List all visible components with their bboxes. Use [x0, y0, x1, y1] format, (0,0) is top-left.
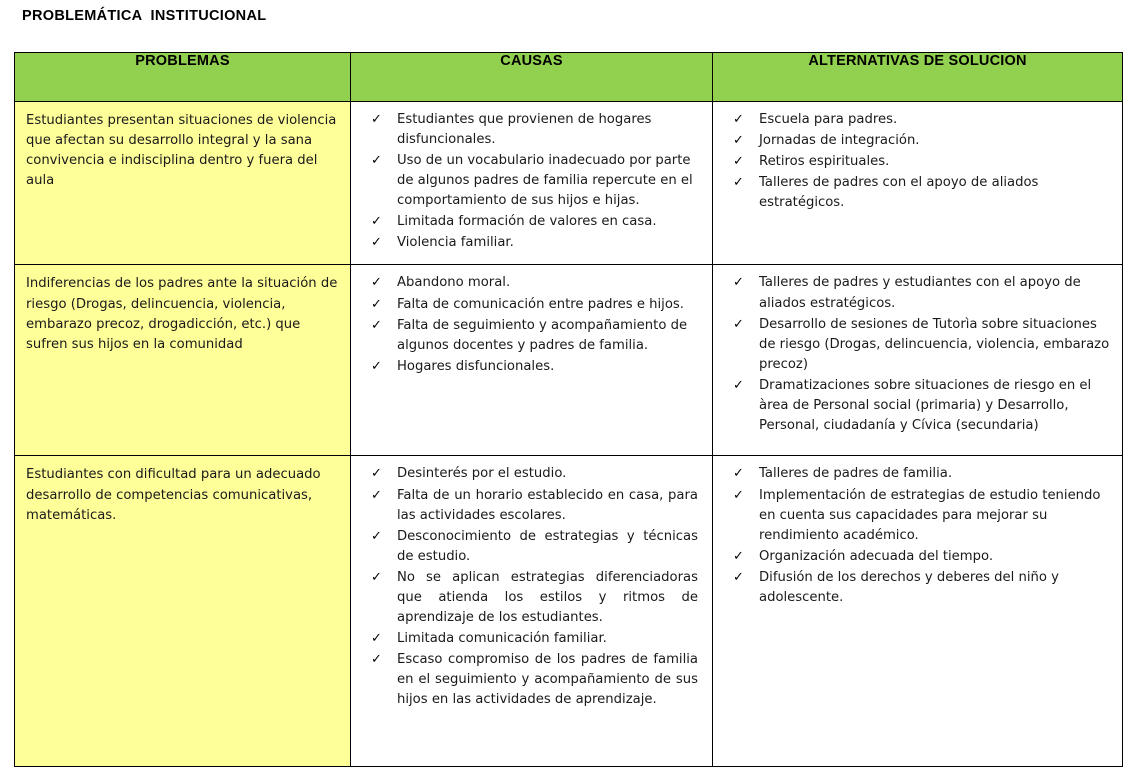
check-mark-icon: ✓	[371, 296, 382, 312]
problem-matrix-table	[14, 52, 1123, 767]
list-item-text: Talleres de padres con el apoyo de aliados estratégicos.	[759, 175, 1039, 211]
check-mark-icon: ✓	[371, 235, 382, 251]
list-item-text: Desconocimiento de estrategias y técnicas de estudio.	[397, 528, 698, 564]
problem-matrix-container	[14, 52, 1122, 767]
list-item	[359, 233, 704, 253]
problem-cell	[15, 456, 351, 767]
check-mark-icon: ✓	[371, 487, 382, 503]
list-item-text: Jornadas de integración.	[759, 133, 920, 149]
problem-cell	[15, 265, 351, 456]
problem-text: Estudiantes con dificultad para un adecuado desarrollo de competencias comunicativas, matemáticas.	[26, 467, 321, 523]
list-item-text: Hogares disfuncionales.	[397, 358, 555, 374]
list-item	[359, 110, 704, 150]
problem-text: Indiferencias de los padres ante la situación de riesgo (Drogas, delincuencia, violencia, embarazo precoz, drogadicción, etc.) que sufren sus hijos en la comunidad	[26, 276, 338, 352]
table-header	[15, 53, 1123, 102]
list-item	[721, 315, 1114, 375]
check-mark-icon: ✓	[371, 528, 382, 544]
check-mark-icon: ✓	[371, 569, 382, 585]
page-title: PROBLEMÁTICA INSTITUCIONAL	[22, 8, 267, 24]
check-mark-icon: ✓	[733, 112, 744, 127]
list-item-text: Falta de seguimiento y acompañamiento de algunos docentes y padres de familia.	[397, 317, 688, 353]
check-mark-icon: ✓	[371, 153, 382, 169]
list-item-text: Violencia familiar.	[397, 235, 514, 251]
list-item-text: Talleres de padres de familia.	[759, 466, 953, 482]
list-item-text: No se aplican estrategias diferenciadoras que atienda los estilos y ritmos de aprendizaje de los estudiantes.	[397, 569, 698, 625]
list-item	[359, 295, 704, 315]
list-item	[359, 527, 704, 567]
solutions-cell	[713, 102, 1123, 265]
causes-cell	[351, 456, 713, 767]
check-mark-icon: ✓	[733, 487, 744, 503]
table-row	[15, 102, 1123, 265]
list-item	[721, 131, 1114, 151]
list-item	[721, 152, 1114, 172]
check-mark-icon: ✓	[733, 548, 744, 564]
list-item-text: Falta de comunicación entre padres e hijos.	[397, 296, 684, 312]
list-item	[359, 316, 704, 356]
list-item-text: Dramatizaciones sobre situaciones de riesgo en el àrea de Personal social (primaria) y Desarrollo, Personal, ciudadanía y Cívica (secundaria)	[759, 377, 1092, 433]
list-item	[359, 357, 704, 377]
list-item	[359, 273, 704, 293]
list-item	[721, 568, 1114, 608]
check-mark-icon: ✓	[371, 275, 382, 291]
check-mark-icon: ✓	[733, 569, 744, 585]
list-item	[359, 650, 704, 710]
check-mark-icon: ✓	[371, 358, 382, 374]
list-item-text: Organización adecuada del tiempo.	[759, 548, 994, 564]
solutions-cell	[713, 265, 1123, 456]
list-item-text: Retiros espirituales.	[759, 154, 890, 170]
column-header-problemas: PROBLEMAS	[15, 53, 351, 102]
solutions-list	[713, 456, 1122, 618]
list-item	[721, 376, 1114, 436]
list-item-text: Desarrollo de sesiones de Tutorìa sobre situaciones de riesgo (Drogas, delincuencia, violencia, embarazo precoz)	[759, 316, 1110, 372]
list-item-text: Limitada formación de valores en casa.	[397, 214, 657, 230]
list-item-text: Difusión de los derechos y deberes del niño y adolescente.	[759, 569, 1059, 605]
check-mark-icon: ✓	[733, 133, 744, 149]
check-mark-icon: ✓	[733, 466, 744, 482]
list-item	[359, 464, 704, 484]
check-mark-icon: ✓	[733, 316, 744, 332]
causes-list	[351, 102, 712, 264]
causes-cell	[351, 265, 713, 456]
list-item-text: Talleres de padres y estudiantes con el apoyo de aliados estratégicos.	[759, 275, 1081, 311]
column-header-alternativas: ALTERNATIVAS DE SOLUCION	[713, 53, 1123, 102]
table-row	[15, 265, 1123, 456]
check-mark-icon: ✓	[371, 466, 382, 482]
check-mark-icon: ✓	[733, 377, 744, 393]
causes-list	[351, 265, 712, 387]
list-item	[359, 212, 704, 232]
causes-list	[351, 456, 712, 721]
check-mark-icon: ✓	[733, 275, 744, 291]
check-mark-icon: ✓	[733, 175, 744, 191]
list-item	[359, 486, 704, 526]
list-item	[359, 629, 704, 649]
list-item	[359, 151, 704, 211]
solutions-list	[713, 102, 1122, 224]
list-item-text: Escaso compromiso de los padres de familia en el seguimiento y acompañamiento de sus hijos en las actividades de aprendizaje.	[397, 652, 698, 708]
list-item	[721, 273, 1114, 313]
causes-cell	[351, 102, 713, 265]
list-item	[359, 568, 704, 628]
column-header-causas: CAUSAS	[351, 53, 713, 102]
list-item-text: Falta de un horario establecido en casa, para las actividades escolares.	[397, 487, 698, 523]
problem-text: Estudiantes presentan situaciones de violencia que afectan su desarrollo integral y la sana convivencia e indisciplina dentro y fuera del aula	[26, 113, 337, 189]
list-item-text: Uso de un vocabulario inadecuado por parte de algunos padres de familia repercute en el comportamiento de sus hijos e hijas.	[397, 153, 693, 209]
list-item-text: Implementación de estrategias de estudio teniendo en cuenta sus capacidades para mejorar su rendimiento académico.	[759, 487, 1101, 543]
table-body	[15, 102, 1123, 767]
check-mark-icon: ✓	[371, 214, 382, 230]
list-item-text: Abandono moral.	[397, 275, 511, 291]
check-mark-icon: ✓	[371, 112, 382, 127]
list-item-text: Escuela para padres.	[759, 112, 898, 127]
list-item-text: Estudiantes que provienen de hogares disfuncionales.	[397, 112, 652, 148]
list-item-text: Desinterés por el estudio.	[397, 466, 567, 482]
list-item	[721, 173, 1114, 213]
check-mark-icon: ✓	[371, 652, 382, 667]
list-item	[721, 110, 1114, 130]
list-item	[721, 464, 1114, 484]
list-item	[721, 547, 1114, 567]
list-item	[721, 486, 1114, 546]
problem-cell	[15, 102, 351, 265]
check-mark-icon: ✓	[733, 154, 744, 170]
check-mark-icon: ✓	[371, 630, 382, 646]
list-item-text: Limitada comunicación familiar.	[397, 630, 607, 646]
table-header-row	[15, 53, 1123, 102]
table-row	[15, 456, 1123, 767]
check-mark-icon: ✓	[371, 317, 382, 333]
solutions-cell	[713, 456, 1123, 767]
solutions-list	[713, 265, 1122, 447]
